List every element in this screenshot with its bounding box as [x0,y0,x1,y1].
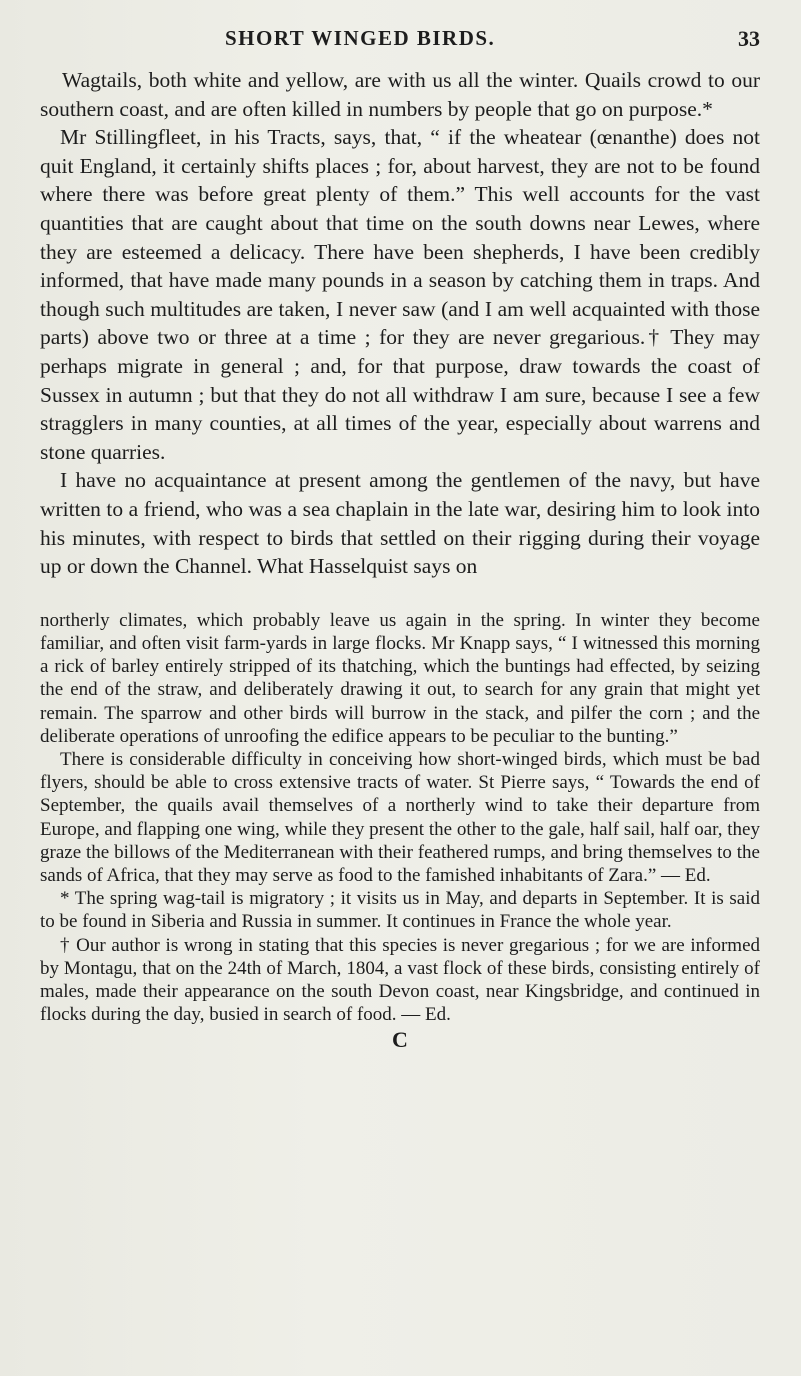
section-gap [40,581,760,609]
paragraph-wagtails: Wagtails, both white and yellow, are with us all the winter. Quails crowd to our southern coast, and are often killed in numbers by people that go on purpose.* [40,68,760,121]
page-header [40,26,760,56]
main-text [40,66,760,1055]
note-quails: There is considerable difficulty in conceiving how short-winged birds, which must be bad flyers, should be able to cross extensive tracts of water. St Pierre says, “ Towards the end of September, the quails avail themselves of a northerly wind to take their departure from Europe, and flapping one wing, while they present the other to the gale, half sail, half oar, they graze the billows of the Mediterranean with their feathered rumps, and bring themselves to the sands of Africa, that they may serve as food to the famished inhabitants of Zara.” — Ed. [40,748,760,886]
footnote-wheatear: † Our author is wrong in stating that this species is never gregarious ; for we are informed by Montagu, that on the 24th of March, 1804, a vast flock of these birds, consisting entirely of males, made their appearance on the south Devon coast, near Kingsbridge, and continued in flocks during the day, busied in search of food. — Ed. [40,934,760,1026]
notes-block [40,609,760,887]
footnote-wagtail: * The spring wag-tail is migratory ; it visits us in May, and departs in September. It is said to be found in Siberia and Russia in summer. It continues in France the whole year. [40,888,760,933]
footnotes [40,887,760,1026]
signature-mark: C [392,1027,408,1053]
page-number: 33 [738,26,760,51]
paragraph-wheatear: Mr Stillingfleet, in his Tracts, says, that, “ if the wheatear (œnanthe) does not quit England, it certainly shifts places ; for, about harvest, they are not to be found where there was before great plenty of them.” This well accounts for the vast quantities that are caught about that time on the south downs near Lewes, where they are esteemed a delicacy. There have been shepherds, I have been credibly informed, that have made many pounds in a season by catching them in traps. And though such multitudes are taken, I never saw (and I am well acquainted with those parts) above two or three at a time ; for they are never gregarious.† They may perhaps migrate in general ; and, for that purpose, draw towards the coast of Sussex in autumn ; but that they do not all withdraw I am sure, because I see a few stragglers in many counties, at all times of the year, especially about warrens and stone quarries. [40,125,760,464]
paragraph-navy: I have no acquaintance at present among the gentlemen of the navy, but have written to a friend, who was a sea chaplain in the late war, desiring him to look into his minutes, with respect to birds that settled on their rigging during their voyage up or down the Channel. What Hasselquist says on [40,468,760,579]
running-head: SHORT WINGED BIRDS. [225,26,496,50]
note-buntings: northerly climates, which probably leave us again in the spring. In winter they become familiar, and often visit farm-yards in large flocks. Mr Knapp says, “ I witnessed this morning a rick of barley entirely stripped of its thatching, which the buntings had effected, by seizing the end of the straw, and deliberately drawing it out, to search for any grain that might yet remain. The sparrow and other birds will burrow in the stack, and pilfer the corn ; and the deliberate operations of unroofing the edifice appears to be peculiar to the bunting.” [40,609,760,747]
